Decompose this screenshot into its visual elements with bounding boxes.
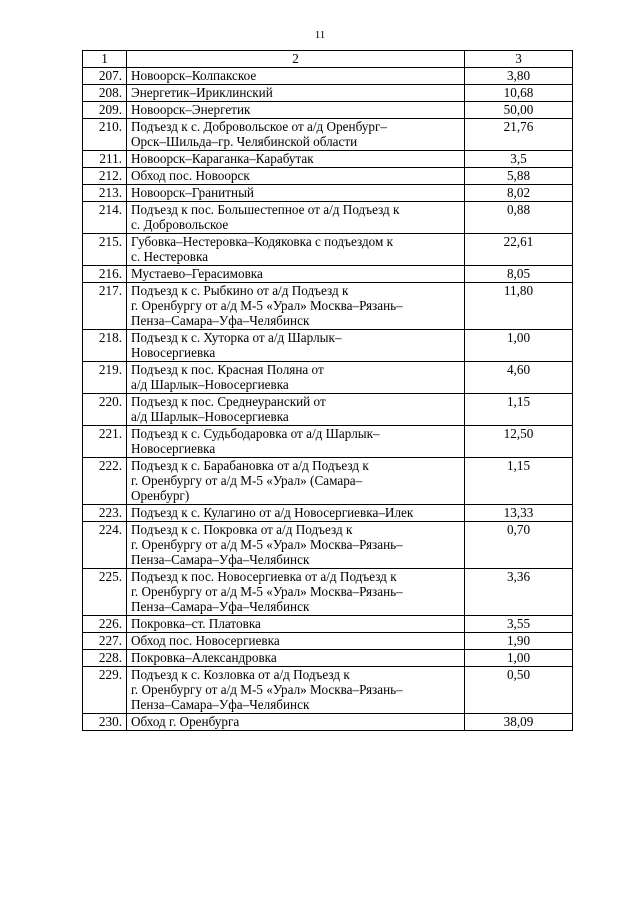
road-length: 11,80 [465, 283, 573, 330]
row-number: 221. [83, 426, 127, 458]
road-name [127, 119, 465, 151]
road-name [127, 102, 465, 119]
road-length: 3,80 [465, 68, 573, 85]
road-name [127, 202, 465, 234]
road-name [127, 569, 465, 616]
road-length: 22,61 [465, 234, 573, 266]
road-name [127, 234, 465, 266]
road-name-line: Пенза–Самара–Уфа–Челябинск [131, 697, 310, 712]
row-number: 215. [83, 234, 127, 266]
road-name-line: Подъезд к с. Кулагино от а/д Новосергиевка–Илек [131, 505, 414, 520]
table-row [83, 362, 573, 394]
road-length: 1,00 [465, 330, 573, 362]
row-number: 220. [83, 394, 127, 426]
row-number: 214. [83, 202, 127, 234]
column-header-number: 1 [83, 51, 127, 68]
header-row [83, 51, 573, 68]
table-row [83, 102, 573, 119]
road-length: 21,76 [465, 119, 573, 151]
road-length: 8,05 [465, 266, 573, 283]
road-name [127, 505, 465, 522]
row-number: 229. [83, 667, 127, 714]
road-length: 4,60 [465, 362, 573, 394]
road-name-line: Подъезд к с. Судьбодаровка от а/д Шарлык– [131, 426, 380, 441]
row-number: 218. [83, 330, 127, 362]
road-name-line: г. Оренбургу от а/д М-5 «Урал» (Самара– [131, 473, 363, 488]
road-name-line: Подъезд к с. Покровка от а/д Подъезд к [131, 522, 353, 537]
road-name-line: Новосергиевка [131, 441, 216, 456]
row-number: 224. [83, 522, 127, 569]
row-number: 226. [83, 616, 127, 633]
road-name-line: Мустаево–Герасимовка [131, 266, 263, 281]
road-name-line: Обход г. Оренбурга [131, 714, 240, 729]
road-length: 13,33 [465, 505, 573, 522]
table-row [83, 234, 573, 266]
table-row [83, 505, 573, 522]
table-row [83, 458, 573, 505]
road-name [127, 330, 465, 362]
row-number: 210. [83, 119, 127, 151]
road-length: 8,02 [465, 185, 573, 202]
row-number: 230. [83, 714, 127, 731]
row-number: 209. [83, 102, 127, 119]
road-name [127, 266, 465, 283]
road-name-line: г. Оренбургу от а/д М-5 «Урал» Москва–Рязань– [131, 682, 403, 697]
road-name-line: Пенза–Самара–Уфа–Челябинск [131, 552, 310, 567]
row-number: 213. [83, 185, 127, 202]
row-number: 219. [83, 362, 127, 394]
row-number: 225. [83, 569, 127, 616]
table-row [83, 283, 573, 330]
road-name-line: Подъезд к пос. Среднеуранский от [131, 394, 326, 409]
table-row [83, 119, 573, 151]
road-name-line: Пенза–Самара–Уфа–Челябинск [131, 599, 310, 614]
road-name-line: а/д Шарлык–Новосергиевка [131, 377, 289, 392]
table-row [83, 650, 573, 667]
road-length: 38,09 [465, 714, 573, 731]
row-number: 211. [83, 151, 127, 168]
road-length: 10,68 [465, 85, 573, 102]
road-name [127, 85, 465, 102]
table-row [83, 426, 573, 458]
row-number: 228. [83, 650, 127, 667]
road-length: 1,00 [465, 650, 573, 667]
road-name-line: Губовка–Нестеровка–Кодяковка с подъездом к [131, 234, 394, 249]
road-name-line: Новоорск–Энергетик [131, 102, 251, 117]
road-name [127, 151, 465, 168]
row-number: 222. [83, 458, 127, 505]
road-length: 3,36 [465, 569, 573, 616]
road-name-line: Орск–Шильда–гр. Челябинской области [131, 134, 358, 149]
table-row [83, 394, 573, 426]
road-name [127, 185, 465, 202]
road-length: 50,00 [465, 102, 573, 119]
road-name [127, 68, 465, 85]
road-name [127, 394, 465, 426]
road-name [127, 667, 465, 714]
table-row [83, 633, 573, 650]
road-name [127, 522, 465, 569]
row-number: 212. [83, 168, 127, 185]
road-name [127, 633, 465, 650]
road-name [127, 283, 465, 330]
road-name-line: г. Оренбургу от а/д М-5 «Урал» Москва–Рязань– [131, 537, 403, 552]
page-number: 11 [314, 29, 326, 41]
road-name-line: Обход пос. Новосергиевка [131, 633, 280, 648]
column-header-name: 2 [127, 51, 465, 68]
road-name-line: Новоорск–Гранитный [131, 185, 254, 200]
row-number: 223. [83, 505, 127, 522]
table-row [83, 68, 573, 85]
table-row [83, 151, 573, 168]
road-name [127, 650, 465, 667]
road-name-line: с. Добровольское [131, 217, 229, 232]
roads-table [82, 50, 573, 731]
column-header-length: 3 [465, 51, 573, 68]
road-name-line: Подъезд к с. Козловка от а/д Подъезд к [131, 667, 350, 682]
row-number: 216. [83, 266, 127, 283]
road-length: 0,88 [465, 202, 573, 234]
road-name-line: Обход пос. Новоорск [131, 168, 250, 183]
table-body [83, 68, 573, 731]
road-name-line: а/д Шарлык–Новосергиевка [131, 409, 289, 424]
road-length: 1,15 [465, 394, 573, 426]
row-number: 227. [83, 633, 127, 650]
table-row [83, 330, 573, 362]
road-length: 5,88 [465, 168, 573, 185]
road-name-line: Подъезд к с. Рыбкино от а/д Подъезд к [131, 283, 349, 298]
row-number: 207. [83, 68, 127, 85]
table-row [83, 266, 573, 283]
road-name-line: Пенза–Самара–Уфа–Челябинск [131, 313, 310, 328]
road-name-line: Новосергиевка [131, 345, 216, 360]
road-length: 12,50 [465, 426, 573, 458]
road-name-line: Подъезд к с. Добровольское от а/д Оренбург– [131, 119, 387, 134]
table-row [83, 168, 573, 185]
road-name-line: Энергетик–Ириклинский [131, 85, 273, 100]
table-row [83, 202, 573, 234]
row-number: 217. [83, 283, 127, 330]
table-row [83, 569, 573, 616]
road-name-line: Новоорск–Караганка–Карабутак [131, 151, 314, 166]
road-length: 3,5 [465, 151, 573, 168]
road-length: 1,90 [465, 633, 573, 650]
table-row [83, 522, 573, 569]
road-name [127, 426, 465, 458]
road-name-line: Подъезд к пос. Новосергиевка от а/д Подъезд к [131, 569, 397, 584]
road-name [127, 616, 465, 633]
road-name-line: Покровка–ст. Платовка [131, 616, 261, 631]
road-name-line: Подъезд к пос. Большестепное от а/д Подъезд к [131, 202, 400, 217]
road-name [127, 714, 465, 731]
road-name-line: Подъезд к с. Хуторка от а/д Шарлык– [131, 330, 342, 345]
road-name-line: Новоорск–Колпакское [131, 68, 257, 83]
road-name-line: с. Нестеровка [131, 249, 209, 264]
table-row [83, 667, 573, 714]
road-length: 1,15 [465, 458, 573, 505]
road-name [127, 458, 465, 505]
road-name [127, 362, 465, 394]
road-name [127, 168, 465, 185]
table-row [83, 616, 573, 633]
road-length: 0,50 [465, 667, 573, 714]
table-row [83, 714, 573, 731]
road-name-line: Подъезд к с. Барабановка от а/д Подъезд к [131, 458, 369, 473]
table-row [83, 85, 573, 102]
road-name-line: г. Оренбургу от а/д М-5 «Урал» Москва–Рязань– [131, 298, 403, 313]
road-length: 3,55 [465, 616, 573, 633]
table-row [83, 185, 573, 202]
road-length: 0,70 [465, 522, 573, 569]
road-name-line: г. Оренбургу от а/д М-5 «Урал» Москва–Рязань– [131, 584, 403, 599]
row-number: 208. [83, 85, 127, 102]
road-name-line: Оренбург) [131, 488, 190, 503]
road-name-line: Покровка–Александровка [131, 650, 277, 665]
road-name-line: Подъезд к пос. Красная Поляна от [131, 362, 324, 377]
